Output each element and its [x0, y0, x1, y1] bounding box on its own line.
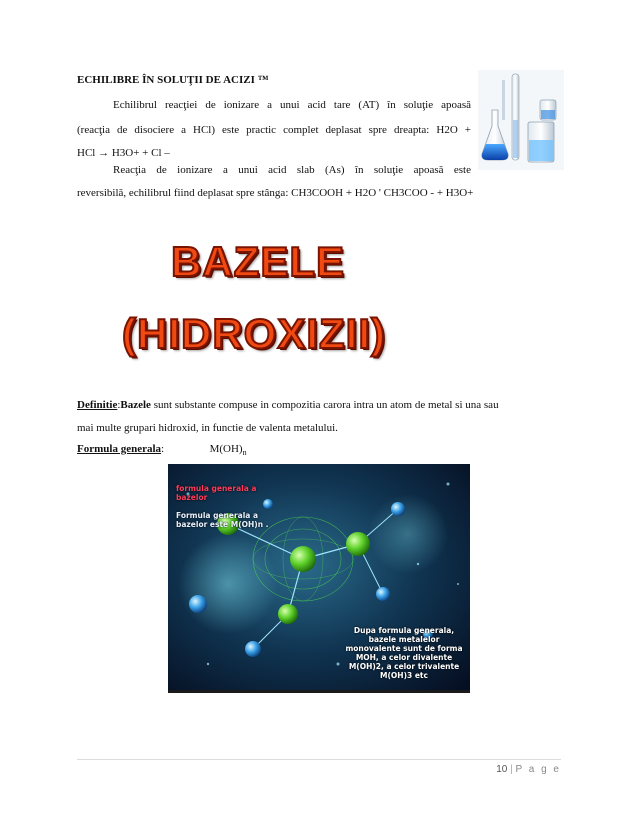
page-number: 10	[496, 764, 508, 775]
paragraph-2-line-2: reversibilă, echilibrul fiind deplasat spre stânga: CH3COOH + H2O ' CH3COO - + H3O+	[77, 187, 474, 199]
definition-term: Bazele	[120, 399, 151, 411]
page-word: P a g e	[515, 764, 561, 775]
molecule-illustration	[168, 464, 470, 693]
definition-label: Definitie	[77, 399, 118, 411]
paragraph-1-line-3: HCl → H3O+ + Cl –	[77, 147, 170, 159]
formula-colon: :	[161, 443, 165, 455]
paragraph-1-line-1: Echilibrul reacţiei de ionizare a unui acid tare (AT) în soluţie apoasă	[113, 99, 471, 111]
lab-glassware-image	[478, 70, 564, 170]
paragraph-1-line-2: (reacţia de disociere a HCl) este practic complet deplasat spre dreapta: H2O +	[77, 124, 471, 136]
overlay-caption-bottom: Dupa formula generala, bazele metalelor monovalente sunt de forma MOH, a celor divalente M(OH)2, a celor trivalente M(OH)3 etc	[345, 626, 463, 680]
footer-separator: |	[510, 764, 513, 775]
definition-colon: :	[117, 399, 121, 411]
definition-line-2: mai multe grupari hidroxid, in functie de valenta metalului.	[77, 422, 338, 434]
definition-line-1	[77, 398, 561, 413]
formula-value: M(OH)	[209, 443, 243, 455]
formula-line	[77, 442, 247, 460]
page-footer	[496, 764, 561, 775]
overlay-caption-top-b: Formula generala a bazelor este M(OH)n .	[176, 511, 269, 529]
overlay-caption-top	[176, 475, 269, 529]
banner-title-line-1: BAZELE	[171, 238, 345, 285]
footer-divider	[77, 759, 561, 760]
banner-title-line-2: (HIDROXIZII)	[122, 310, 386, 357]
paragraph-2-line-1: Reacţia de ionizare a unui acid slab (As) în soluţie apoasă este	[113, 164, 471, 176]
formula-label: Formula generala	[77, 443, 162, 455]
section-heading: ECHILIBRE ÎN SOLUŢII DE ACIZI ™	[77, 74, 269, 86]
formula-subscript: n	[242, 448, 247, 458]
overlay-caption-top-a: formula generala a bazelor	[176, 484, 257, 502]
definition-text-1: sunt substante compuse in compozitia carora intra un atom de metal si una sau	[150, 399, 499, 411]
